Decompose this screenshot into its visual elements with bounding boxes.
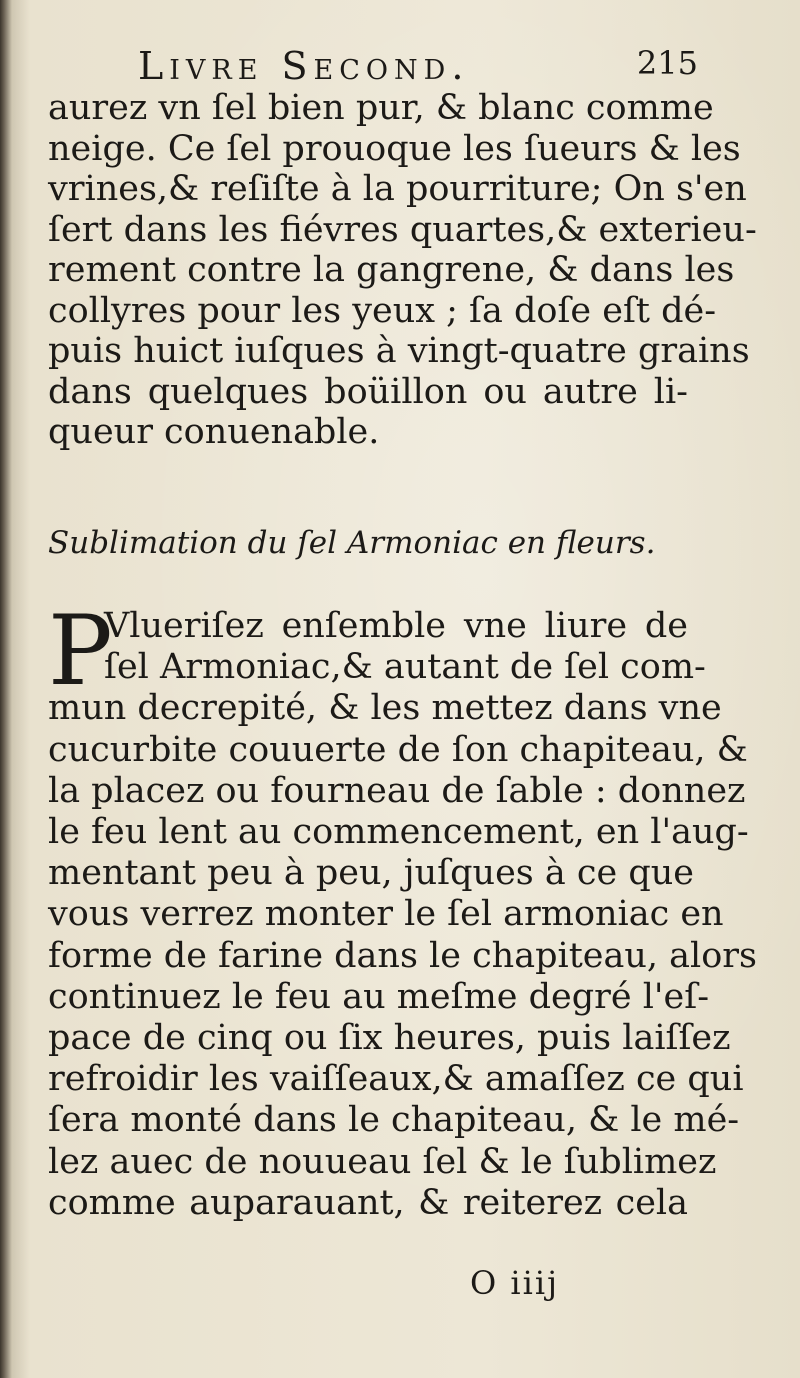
text-line: mentant peu à peu, juſques à ce que xyxy=(48,853,694,894)
text-line: collyres pour les yeux ; ſa doſe eſt dé- xyxy=(48,290,717,331)
text-line: mun decrepité, & les mettez dans vne xyxy=(48,688,722,729)
text-line: aurez vn ſel bien pur, & blanc comme xyxy=(48,88,714,128)
text-line: continuez le feu au meſme degré l'eſ- xyxy=(48,976,710,1017)
text-line: refroidir les vaiſſeaux,& amaſſez ce qui xyxy=(48,1059,744,1100)
paragraph-2 xyxy=(48,595,757,1224)
text-line: ſel Armoniac,& autant de ſel com- xyxy=(104,647,706,688)
text-line: cucurbite couuerte de ſon chapiteau, & xyxy=(48,729,748,770)
text-line: rement contre la gangrene, & dans les xyxy=(48,250,735,290)
text-line: pace de cinq ou ſix heures, puis laiſſez xyxy=(48,1018,731,1059)
text-line: comme auparauant, & reiterez cela xyxy=(48,1182,688,1223)
text-line: queur conuenable. xyxy=(48,412,380,452)
text-line: ſera monté dans le chapiteau, & le mé- xyxy=(48,1100,740,1141)
text-line: puis huict iuſques à vingt-quatre grains xyxy=(48,331,750,371)
text-line: la placez ou fourneau de ſable : donnez xyxy=(48,770,746,811)
text-line: neige. Ce ſel prouoque les ſueurs & les xyxy=(48,128,741,169)
text-line: forme de farine dans le chapiteau, alors xyxy=(48,935,757,976)
page-number: 215 xyxy=(636,44,698,82)
text-line: le feu lent au commencement, en l'aug- xyxy=(48,812,749,853)
text-line: vous verrez monter le ſel armoniac en xyxy=(48,894,724,935)
signature-mark: O iiij xyxy=(470,1264,560,1302)
text-line: dans quelques boüillon ou autre li- xyxy=(48,371,688,412)
drop-cap: P xyxy=(48,595,113,707)
paragraph-1 xyxy=(48,88,757,453)
page-header xyxy=(138,44,698,94)
running-title: Livre Second. xyxy=(138,44,470,88)
text-line: vrines,& reſiſte à la pourriture; On s'en xyxy=(48,169,747,209)
section-heading: Sublimation du ſel Armoniac en fleurs. xyxy=(48,525,656,561)
text-line: lez auec de nouueau ſel & le ſublimez xyxy=(48,1141,717,1182)
text-line: ſert dans les fiévres quartes,& exterieu- xyxy=(48,209,757,250)
text-line: Vlueriſez enſemble vne liure de xyxy=(104,606,688,646)
